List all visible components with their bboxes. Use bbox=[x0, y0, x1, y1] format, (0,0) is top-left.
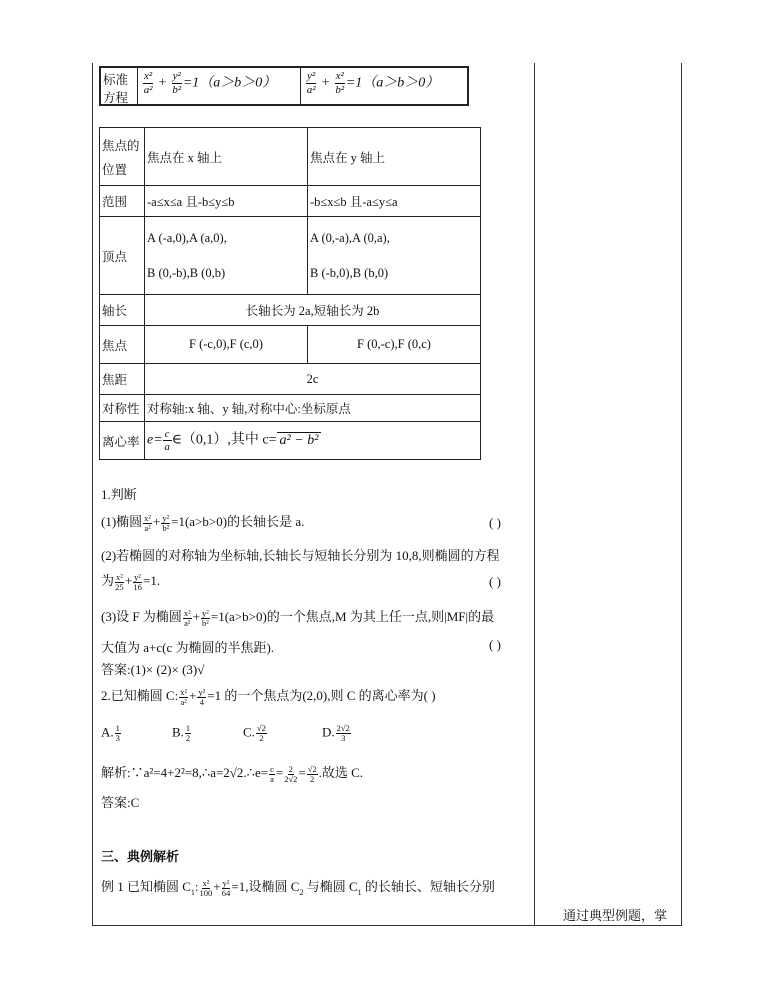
vertex-y-line1: A (0,-a),A (0,a), bbox=[310, 230, 390, 245]
row-symmetry bbox=[100, 395, 481, 422]
standard-equation-table bbox=[99, 66, 469, 106]
vertex-x-line2: B (0,-b),B (0,b) bbox=[147, 265, 226, 280]
standard-equation-label bbox=[101, 68, 138, 104]
option-d: D. $\frac{2√2}{3}$ bbox=[322, 723, 350, 743]
cell-focus-coords-x: F (-c,0),F (c,0) bbox=[145, 326, 308, 364]
example-1: 例 1 已知椭圆 $C_1$: $\frac{\text{x²}}{100}$ + $\frac{\text{y²}}{64}$ =1,设椭圆 $C_2$ 与椭圆 $C_1$ 的长轴长、短轴长分别 bbox=[101, 877, 495, 898]
option-b: B. $\frac{1}{2}$ bbox=[172, 723, 191, 743]
header-eccentricity: 离心率 bbox=[100, 422, 145, 460]
equation-2-text: =1（a＞b＞0） bbox=[345, 75, 440, 91]
q1-item3-paren: ( ) bbox=[489, 637, 501, 652]
row-focal-distance bbox=[100, 364, 481, 395]
q1-item1-paren: ( ) bbox=[489, 515, 501, 530]
q2-stem: 2.已知椭圆 C: $\frac{\text{x²}}{\text{a²}}$ + $\frac{\text{y²}}{4}$ =1 的一个焦点为(2,0),则 C 的离心率为( ) bbox=[101, 686, 436, 707]
q1-item2-line2: 为 $\frac{\text{x²}}{25}$ + $\frac{\text{y²}}{16}$ =1. bbox=[101, 571, 161, 592]
side-note: 通过典型例题，掌 bbox=[563, 908, 668, 923]
q1-item3-line2: 大值为 a+c(c 为椭圆的半焦距). bbox=[101, 640, 275, 655]
row-range bbox=[100, 186, 481, 217]
equation-y-major: $\frac{\text{y²}}{\text{a²}}$ + $\frac{\text{x²}}{\text{b²}}$ =1（a＞b＞0） bbox=[306, 70, 440, 96]
cell-focus-coords-y: F (0,-c),F (0,c) bbox=[308, 326, 481, 364]
cell-range-x: -a≤x≤a 且-b≤y≤b bbox=[145, 186, 308, 217]
label-line2: 方程 bbox=[103, 91, 129, 105]
cell-focus-x: 焦点在 x 轴上 bbox=[145, 128, 308, 186]
q1-item1: (1)椭圆 $\frac{\text{x²}}{\text{a²}}$ + $\frac{\text{y²}}{\text{b²}}$ =1(a>b>0)的长轴长是 a. bbox=[101, 512, 305, 533]
header-focus-position: 焦点的 位置 bbox=[100, 128, 145, 186]
section-heading: 三、典例解析 bbox=[101, 850, 180, 865]
q1-item2-line1: (2)若椭圆的对称轴为坐标轴,长轴长与短轴长分别为 10,8,则椭圆的方程 bbox=[101, 548, 500, 563]
row-axis bbox=[100, 295, 481, 326]
row-eccentricity bbox=[100, 422, 481, 460]
q1-item2-paren: ( ) bbox=[489, 574, 501, 589]
cell-axis: 长轴长为 2a,短轴长为 2b bbox=[145, 295, 481, 326]
label-line1: 标准 bbox=[103, 73, 129, 87]
header-symmetry: 对称性 bbox=[100, 395, 145, 422]
row-focus bbox=[100, 326, 481, 364]
vertex-y-line2: B (-b,0),B (b,0) bbox=[310, 265, 389, 280]
cell-focal-distance: 2c bbox=[145, 364, 481, 395]
header-focal-distance: 焦距 bbox=[100, 364, 145, 395]
header-focus: 焦点 bbox=[100, 326, 145, 364]
q2-solution: 解析:∵a²=4+2²=8,∴a=2√2.∴e= $\frac{c}{a}$ = $\frac{2}{2√2}$ = $\frac{√2}{2}$ .故选 C. bbox=[101, 763, 364, 784]
ellipse-property-table bbox=[99, 127, 481, 460]
cell-vertex-y bbox=[308, 217, 481, 295]
row-vertex bbox=[100, 217, 481, 295]
equation-x-major: $\frac{\text{x²}}{\text{a²}}$ + $\frac{\text{y²}}{\text{b²}}$ =1（a＞b＞0） bbox=[138, 68, 301, 104]
cell-range-y: -b≤x≤b 且-a≤y≤a bbox=[308, 186, 481, 217]
header-axis: 轴长 bbox=[100, 295, 145, 326]
cell-eccentricity: e= $\frac{c}{a}$ ∈（0,1）,其中 c= a² − b² bbox=[145, 422, 481, 460]
equation-1-text: =1（a＞b＞0） bbox=[182, 75, 277, 91]
q2-answer: 答案:C bbox=[101, 795, 140, 810]
cell-focus-y: 焦点在 y 轴上 bbox=[308, 128, 481, 186]
header-range: 范围 bbox=[100, 186, 145, 217]
cell-symmetry: 对称轴:x 轴、y 轴,对称中心:坐标原点 bbox=[145, 395, 481, 422]
option-a: A. $\frac{1}{3}$ bbox=[101, 723, 120, 743]
q1-item3-line1: (3)设 F 为椭圆 $\frac{\text{x²}}{\text{a²}}$ + $\frac{\text{y²}}{\text{b²}}$ =1(a>b>0)的一个焦点,M 为其上任一点,则|MF|的最 bbox=[101, 607, 495, 628]
row-focus-position bbox=[100, 128, 481, 186]
header-vertex: 顶点 bbox=[100, 217, 145, 295]
q1-title: 1.判断 bbox=[101, 487, 137, 502]
vertex-x-line1: A (-a,0),A (a,0), bbox=[147, 230, 227, 245]
option-c: C. $\frac{√2}{2}$ bbox=[243, 723, 266, 743]
column-divider bbox=[534, 63, 535, 925]
q1-answer: 答案:(1)× (2)× (3)√ bbox=[101, 662, 205, 677]
cell-vertex-x bbox=[145, 217, 308, 295]
